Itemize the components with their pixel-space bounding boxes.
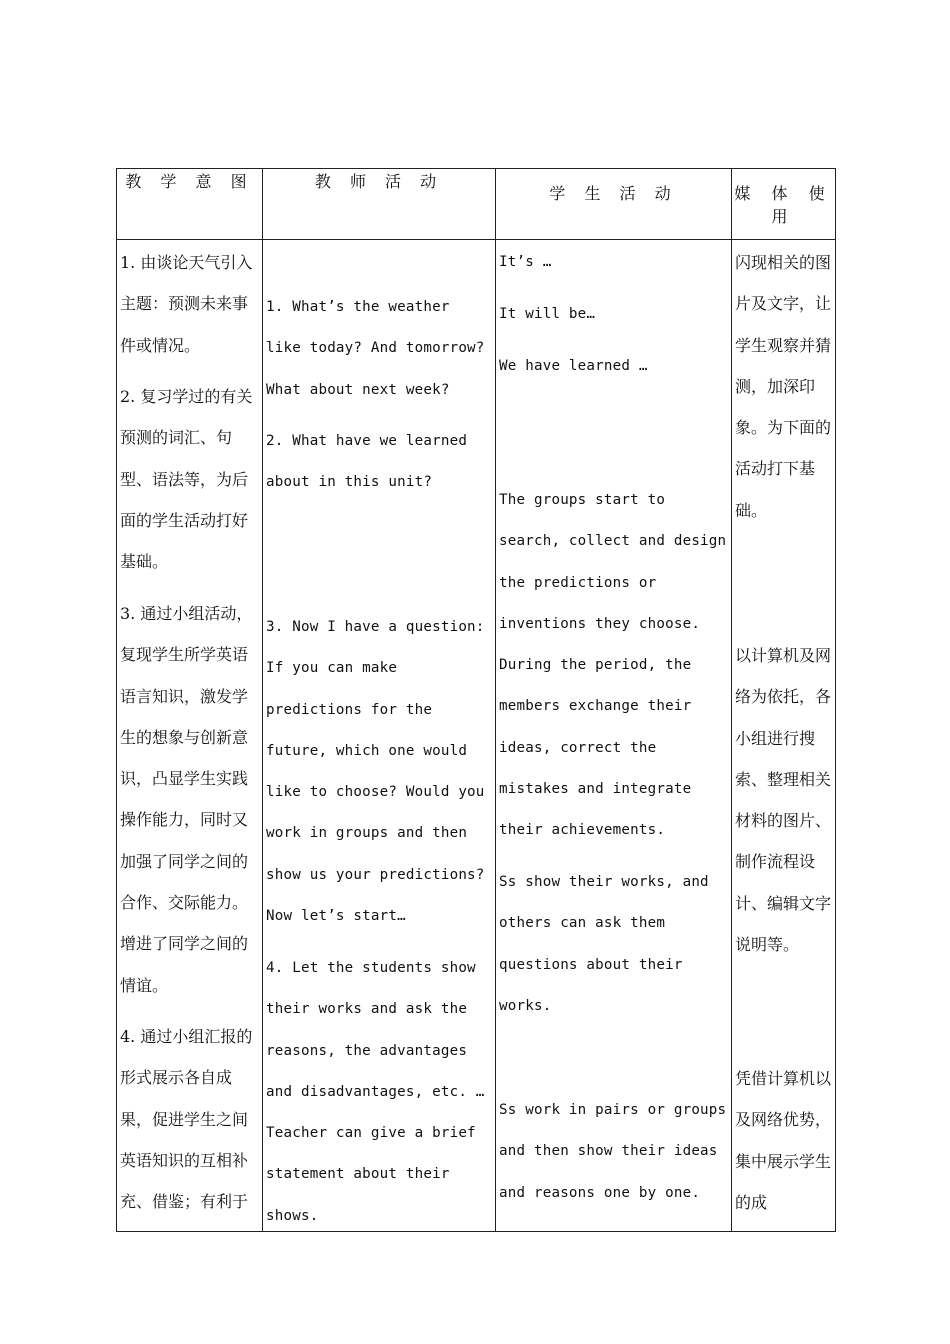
student-item: It’s … [499,254,552,270]
media-item: 闪现相关的图片及文字，让学生观察并猜测，加深印象。为下面的活动打下基础。 [735,253,832,520]
student-item: It will be… [499,306,596,322]
intent-item: 1. 由谈论天气引入主题：预测未来事件或情况。 [120,253,253,355]
intent-cell [117,240,263,1232]
header-teaching-intent: 教 学 意 图 [117,169,263,240]
intent-item: 2. 复习学过的有关预测的词汇、句型、语法等，为后面的学生活动打好基础。 [120,387,253,572]
media-item: 以计算机及网络为依托，各小组进行搜索、整理相关材料的图片、制作流程设计、编辑文字说明等。 [735,646,832,955]
student-item: Ss work in pairs or groups and then show their ideas and reasons one by one. [499,1102,727,1201]
student-cell [496,240,732,1232]
teacher-item: 3. Now I have a question: If you can make predictions for the future, which one would like to choose? Would you work in groups and then show us your predictions? Now let’s start… [266,619,485,925]
media-item: 凭借计算机以及网络优势，集中展示学生的成 [735,1069,832,1212]
header-student-activity: 学 生 活 动 [496,169,732,240]
student-item: We have learned … [499,358,648,374]
teacher-item: 4. Let the students show their works and ask the reasons, the advantages and disadvantages, etc. … Teacher can give a brief statement about their shows. [266,960,485,1224]
student-item: Ss show their works, and others can ask them questions about their works. [499,874,709,1014]
teacher-cell [263,240,496,1232]
student-item: The groups start to search, collect and design the predictions or inventions they choose. During the period, the members exchange their ideas, correct the mistakes and integrate their achievements. [499,492,727,839]
header-row [117,169,836,240]
content-row [117,240,836,1232]
lesson-plan-table [116,168,836,1232]
header-teacher-activity: 教 师 活 动 [263,169,496,240]
intent-item: 4. 通过小组汇报的形式展示各自成果，促进学生之间英语知识的互相补充、借鉴；有利于 [120,1027,253,1212]
media-cell [732,240,836,1232]
header-media-use: 媒 体 使 用 [732,169,836,240]
teacher-item: 1. What’s the weather like today? And tomorrow? What about next week? [266,299,485,398]
intent-item: 3. 通过小组活动，复现学生所学英语语言知识，激发学生的想象与创新意识，凸显学生实践操作能力，同时又加强了同学之间的合作、交际能力。增进了同学之间的情谊。 [120,604,253,995]
teacher-item: 2. What have we learned about in this unit? [266,433,468,491]
